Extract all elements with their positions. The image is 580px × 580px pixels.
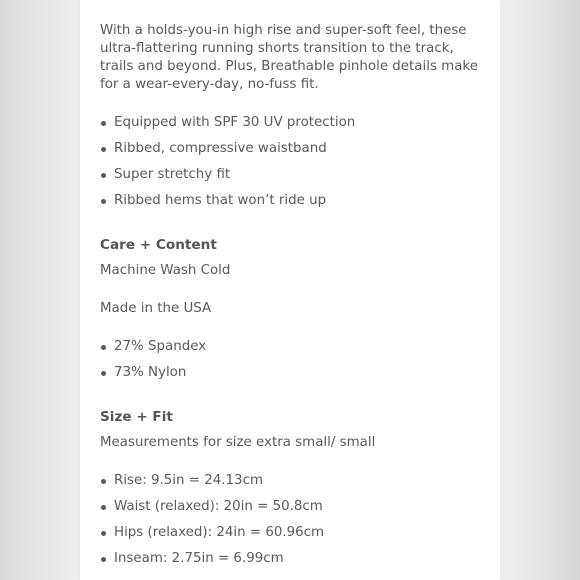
feature-item: Equipped with SPF 30 UV protection: [100, 114, 482, 132]
size-fit-heading: Size + Fit: [100, 409, 173, 425]
bullet-icon: [101, 147, 106, 152]
bullet-icon: [101, 505, 106, 510]
feature-item: Super stretchy fit: [100, 166, 482, 184]
intro-paragraph: With a holds-you-in high rise and super-soft feel, these ultra-flattering running shorts transition to the track, trails and beyond. Plus, Breathable pinhole details make for a wear-every-day, no-fuss fit.: [100, 23, 478, 92]
features-list: [100, 114, 482, 210]
measurements-list: [100, 472, 482, 568]
feature-item: Ribbed hems that won’t ride up: [100, 192, 482, 210]
bullet-icon: [101, 479, 106, 484]
size-note: Measurements for size extra small/ small: [100, 435, 376, 450]
material-item: 27% Spandex: [100, 338, 482, 356]
bullet-icon: [101, 173, 106, 178]
bullet-icon: [101, 199, 106, 204]
material-item: 73% Nylon: [100, 364, 482, 382]
feature-item: Ribbed, compressive waistband: [100, 140, 482, 158]
bullet-icon: [101, 121, 106, 126]
materials-list: [100, 338, 482, 382]
wash-instructions: Machine Wash Cold: [100, 263, 231, 278]
origin-text: Made in the USA: [100, 301, 212, 316]
product-description-panel: [80, 0, 500, 580]
measurement-item: Hips (relaxed): 24in = 60.96cm: [100, 524, 482, 542]
bullet-icon: [101, 531, 106, 536]
description-content: [100, 22, 482, 568]
measurement-item: Rise: 9.5in = 24.13cm: [100, 472, 482, 490]
measurement-item: Waist (relaxed): 20in = 50.8cm: [100, 498, 482, 516]
bullet-icon: [101, 557, 106, 562]
care-content-heading: Care + Content: [100, 237, 217, 253]
measurement-item: Inseam: 2.75in = 6.99cm: [100, 550, 482, 568]
bullet-icon: [101, 371, 106, 376]
bullet-icon: [101, 345, 106, 350]
